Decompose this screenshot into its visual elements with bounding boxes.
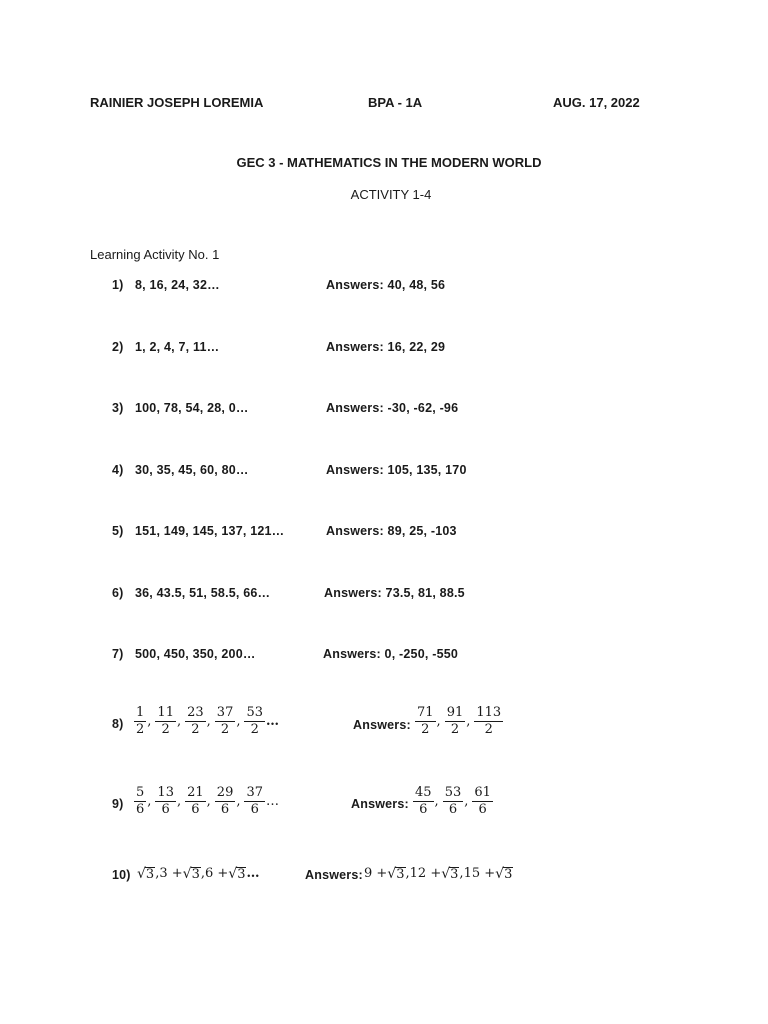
item-number: 3): [112, 401, 124, 415]
fraction: $\frac{21}{6}$: [187, 785, 204, 817]
item-8-answers: $\frac{71}{2}$ , $\frac{91}{2}$ , $\frac{113}{2}$: [417, 705, 502, 737]
sqrt: √ 3: [441, 866, 459, 882]
item-9-answers: $\frac{45}{6}$ , $\frac{53}{6}$ , $\frac{61}{6}$: [415, 785, 491, 817]
fraction: $\frac{45}{6}$: [415, 785, 432, 817]
item-answers: Answers: 89, 25, -103: [326, 524, 457, 538]
fraction: $\frac{13}{6}$: [157, 785, 174, 817]
fraction: $\frac{5}{6}$: [136, 785, 145, 817]
item-sequence: 1, 2, 4, 7, 11…: [135, 340, 220, 354]
item-9-sequence: $\frac{5}{6}$ , $\frac{13}{6}$ , $\frac{21}{6}$ , $\frac{29}{6}$ , $\frac{37}{6}$ …: [136, 785, 280, 817]
item-sequence: 151, 149, 145, 137, 121…: [135, 524, 285, 538]
item-8-sequence: $\frac{1}{2}$ , $\frac{11}{2}$ , $\frac{23}{2}$ , $\frac{37}{2}$ , $\frac{53}{2}$ …: [136, 705, 280, 737]
fraction: $\frac{29}{6}$: [216, 785, 234, 817]
sqrt: √ 3: [228, 866, 246, 882]
fraction: $\frac{23}{2}$: [187, 705, 204, 737]
class-section: BPA - 1A: [368, 95, 423, 110]
item-answers: Answers: -30, -62, -96: [326, 401, 459, 415]
fraction: $\frac{37}{2}$: [216, 705, 234, 737]
fraction: $\frac{61}{6}$: [474, 785, 491, 817]
ellipsis: …: [246, 866, 260, 881]
item-sequence: 100, 78, 54, 28, 0…: [135, 401, 249, 415]
student-name: RAINIER JOSEPH LOREMIA: [90, 95, 264, 110]
fraction: $\frac{91}{2}$: [446, 705, 464, 737]
item-10-sequence: √ 3 , 3 + √ 3 , 6 + √ 3 …: [137, 866, 260, 882]
answers-label: Answers:: [351, 797, 409, 811]
item-sequence: 36, 43.5, 51, 58.5, 66…: [135, 586, 271, 600]
sqrt: √ 3: [182, 866, 200, 882]
sqrt: √ 3: [387, 866, 405, 882]
fraction: $\frac{1}{2}$: [136, 705, 145, 737]
item-number: 9): [112, 797, 124, 811]
item-sequence: 500, 450, 350, 200…: [135, 647, 256, 661]
sqrt: √ 3: [137, 866, 155, 882]
answers-label: Answers:: [305, 868, 363, 882]
item-answers: Answers: 16, 22, 29: [326, 340, 446, 354]
item-number: 1): [112, 278, 124, 292]
item-number: 2): [112, 340, 124, 354]
answers-label: Answers:: [353, 718, 411, 732]
item-sequence: 30, 35, 45, 60, 80…: [135, 463, 249, 477]
fraction: $\frac{11}{2}$: [157, 705, 174, 737]
item-number: 4): [112, 463, 124, 477]
item-number: 7): [112, 647, 124, 661]
item-number: 10): [112, 868, 131, 882]
fraction: $\frac{113}{2}$: [476, 705, 502, 737]
item-answers: Answers: 40, 48, 56: [326, 278, 446, 292]
fraction: $\frac{53}{2}$: [246, 705, 264, 737]
section-heading: Learning Activity No. 1: [90, 247, 220, 262]
activity-title: ACTIVITY 1-4: [350, 187, 432, 202]
item-sequence: 8, 16, 24, 32…: [135, 278, 220, 292]
item-number: 6): [112, 586, 124, 600]
item-answers: Answers: 73.5, 81, 88.5: [324, 586, 465, 600]
sqrt: √ 3: [495, 866, 513, 882]
ellipsis: …: [266, 794, 280, 809]
item-number: 5): [112, 524, 124, 538]
item-number: 8): [112, 717, 124, 731]
fraction: $\frac{53}{6}$: [444, 785, 462, 817]
item-answers: Answers: 0, -250, -550: [323, 647, 459, 661]
ellipsis: …: [266, 714, 280, 729]
fraction: $\frac{71}{2}$: [417, 705, 434, 737]
course-title: GEC 3 - MATHEMATICS IN THE MODERN WORLD: [236, 155, 542, 170]
fraction: $\frac{37}{6}$: [246, 785, 264, 817]
item-answers: Answers: 105, 135, 170: [326, 463, 467, 477]
document-date: AUG. 17, 2022: [553, 95, 640, 110]
item-10-answers: 9 + √ 3 , 12 + √ 3 , 15 + √ 3: [364, 866, 513, 882]
